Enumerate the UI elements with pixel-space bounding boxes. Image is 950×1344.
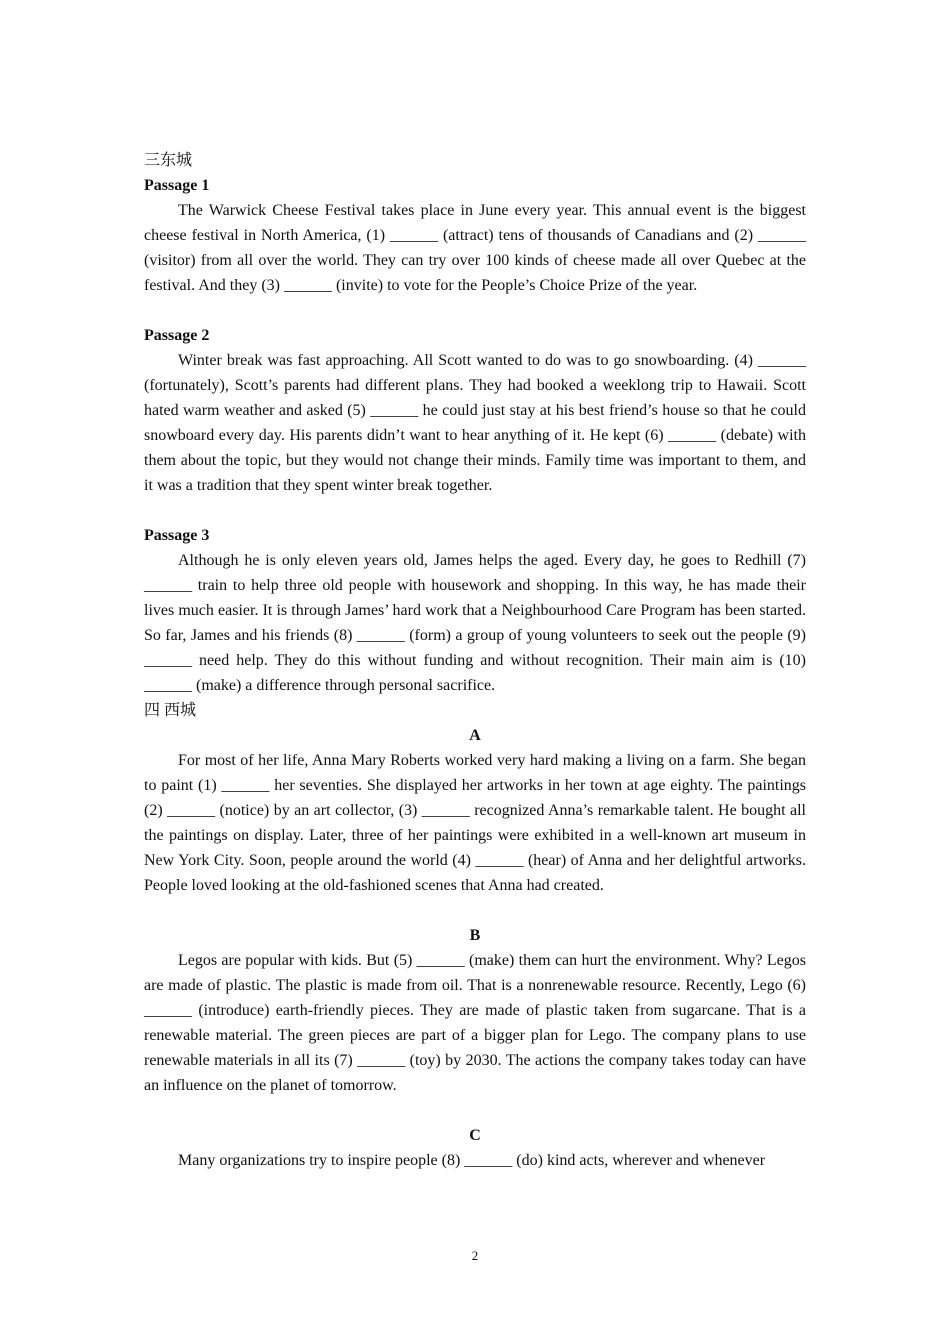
passage-3-text: Although he is only eleven years old, James helps the aged. Every day, he goes to Redhill (7) ______ train to help three old people with housework and shopping. In this way, he has made their lives much easier. It is through James’ hard work that a Neighbourhood Care Program has been started. So far, James and his friends (8) ______ (form) a group of young volunteers to seek out the people (9) ______ need help. They do this without funding and without recognition. Their main aim is (10) ______ (make) a difference through personal sacrifice. <box>144 552 806 694</box>
passage-1-text: The Warwick Cheese Festival takes place in June every year. This annual event is the biggest cheese festival in North America, (1) ______ (attract) tens of thousands of Canadians and (2) ______ (visitor) from all over the world. They can try over 100 kinds of cheese made all over Quebec at the festival. And they (3) ______ (invite) to vote for the People’s Choice Prize of the year. <box>144 202 806 294</box>
spacer <box>144 1098 806 1123</box>
spacer <box>144 898 806 923</box>
passage-1-title: Passage 1 <box>144 177 210 194</box>
passage-2-text: Winter break was fast approaching. All Scott wanted to do was to go snowboarding. (4) ______ (fortunately), Scott’s parents had different plans. They had booked a weeklong trip to Hawaii. Scott hated warm weather and asked (5) ______ he could just stay at his best friend’s house so that he could snowboard every day. His parents didn’t want to hear anything of it. He kept (6) ______ (debate) with them about the topic, but they would not change their minds. Family time was important to them, and it was a tradition that they spent winter break together. <box>144 352 806 494</box>
document-page <box>144 148 806 1173</box>
part-a-text: For most of her life, Anna Mary Roberts worked very hard making a living on a farm. She began to paint (1) ______ her seventies. She displayed her artworks in her town at age eighty. The paintings (2) ______ (notice) by an art collector, (3) ______ recognized Anna’s remarkable talent. He bought all the paintings on display. Later, three of her paintings were exhibited in a well-known art museum in New York City. Soon, people around the world (4) ______ (hear) of Anna and her delightful artworks. People loved looking at the old-fashioned scenes that Anna had created. <box>144 752 806 894</box>
part-c-text: Many organizations try to inspire people (8) ______ (do) kind acts, wherever and whenever <box>178 1152 766 1169</box>
part-b-text: Legos are popular with kids. But (5) ______ (make) them can hurt the environment. Why? Legos are made of plastic. The plastic is made from oil. That is a nonrenewable resource. Recently, Lego (6) ______ (introduce) earth-friendly pieces. They are made of plastic taken from sugarcane. That is a renewable material. The green pieces are part of a bigger plan for Lego. The company plans to use renewable materials in all its (7) ______ (toy) by 2030. The actions the company takes today can have an influence on the planet of tomorrow. <box>144 952 806 1094</box>
part-a-title: A <box>469 727 481 744</box>
part-c-title: C <box>469 1127 481 1144</box>
page-number: 2 <box>471 1248 479 1263</box>
passage-3-title: Passage 3 <box>144 527 210 544</box>
section-label-xicheng: 四 西城 <box>144 702 197 719</box>
spacer <box>144 498 806 523</box>
section-label-dongcheng: 三东城 <box>144 152 193 169</box>
spacer <box>144 298 806 323</box>
part-b-title: B <box>469 927 481 944</box>
passage-2-title: Passage 2 <box>144 327 210 344</box>
